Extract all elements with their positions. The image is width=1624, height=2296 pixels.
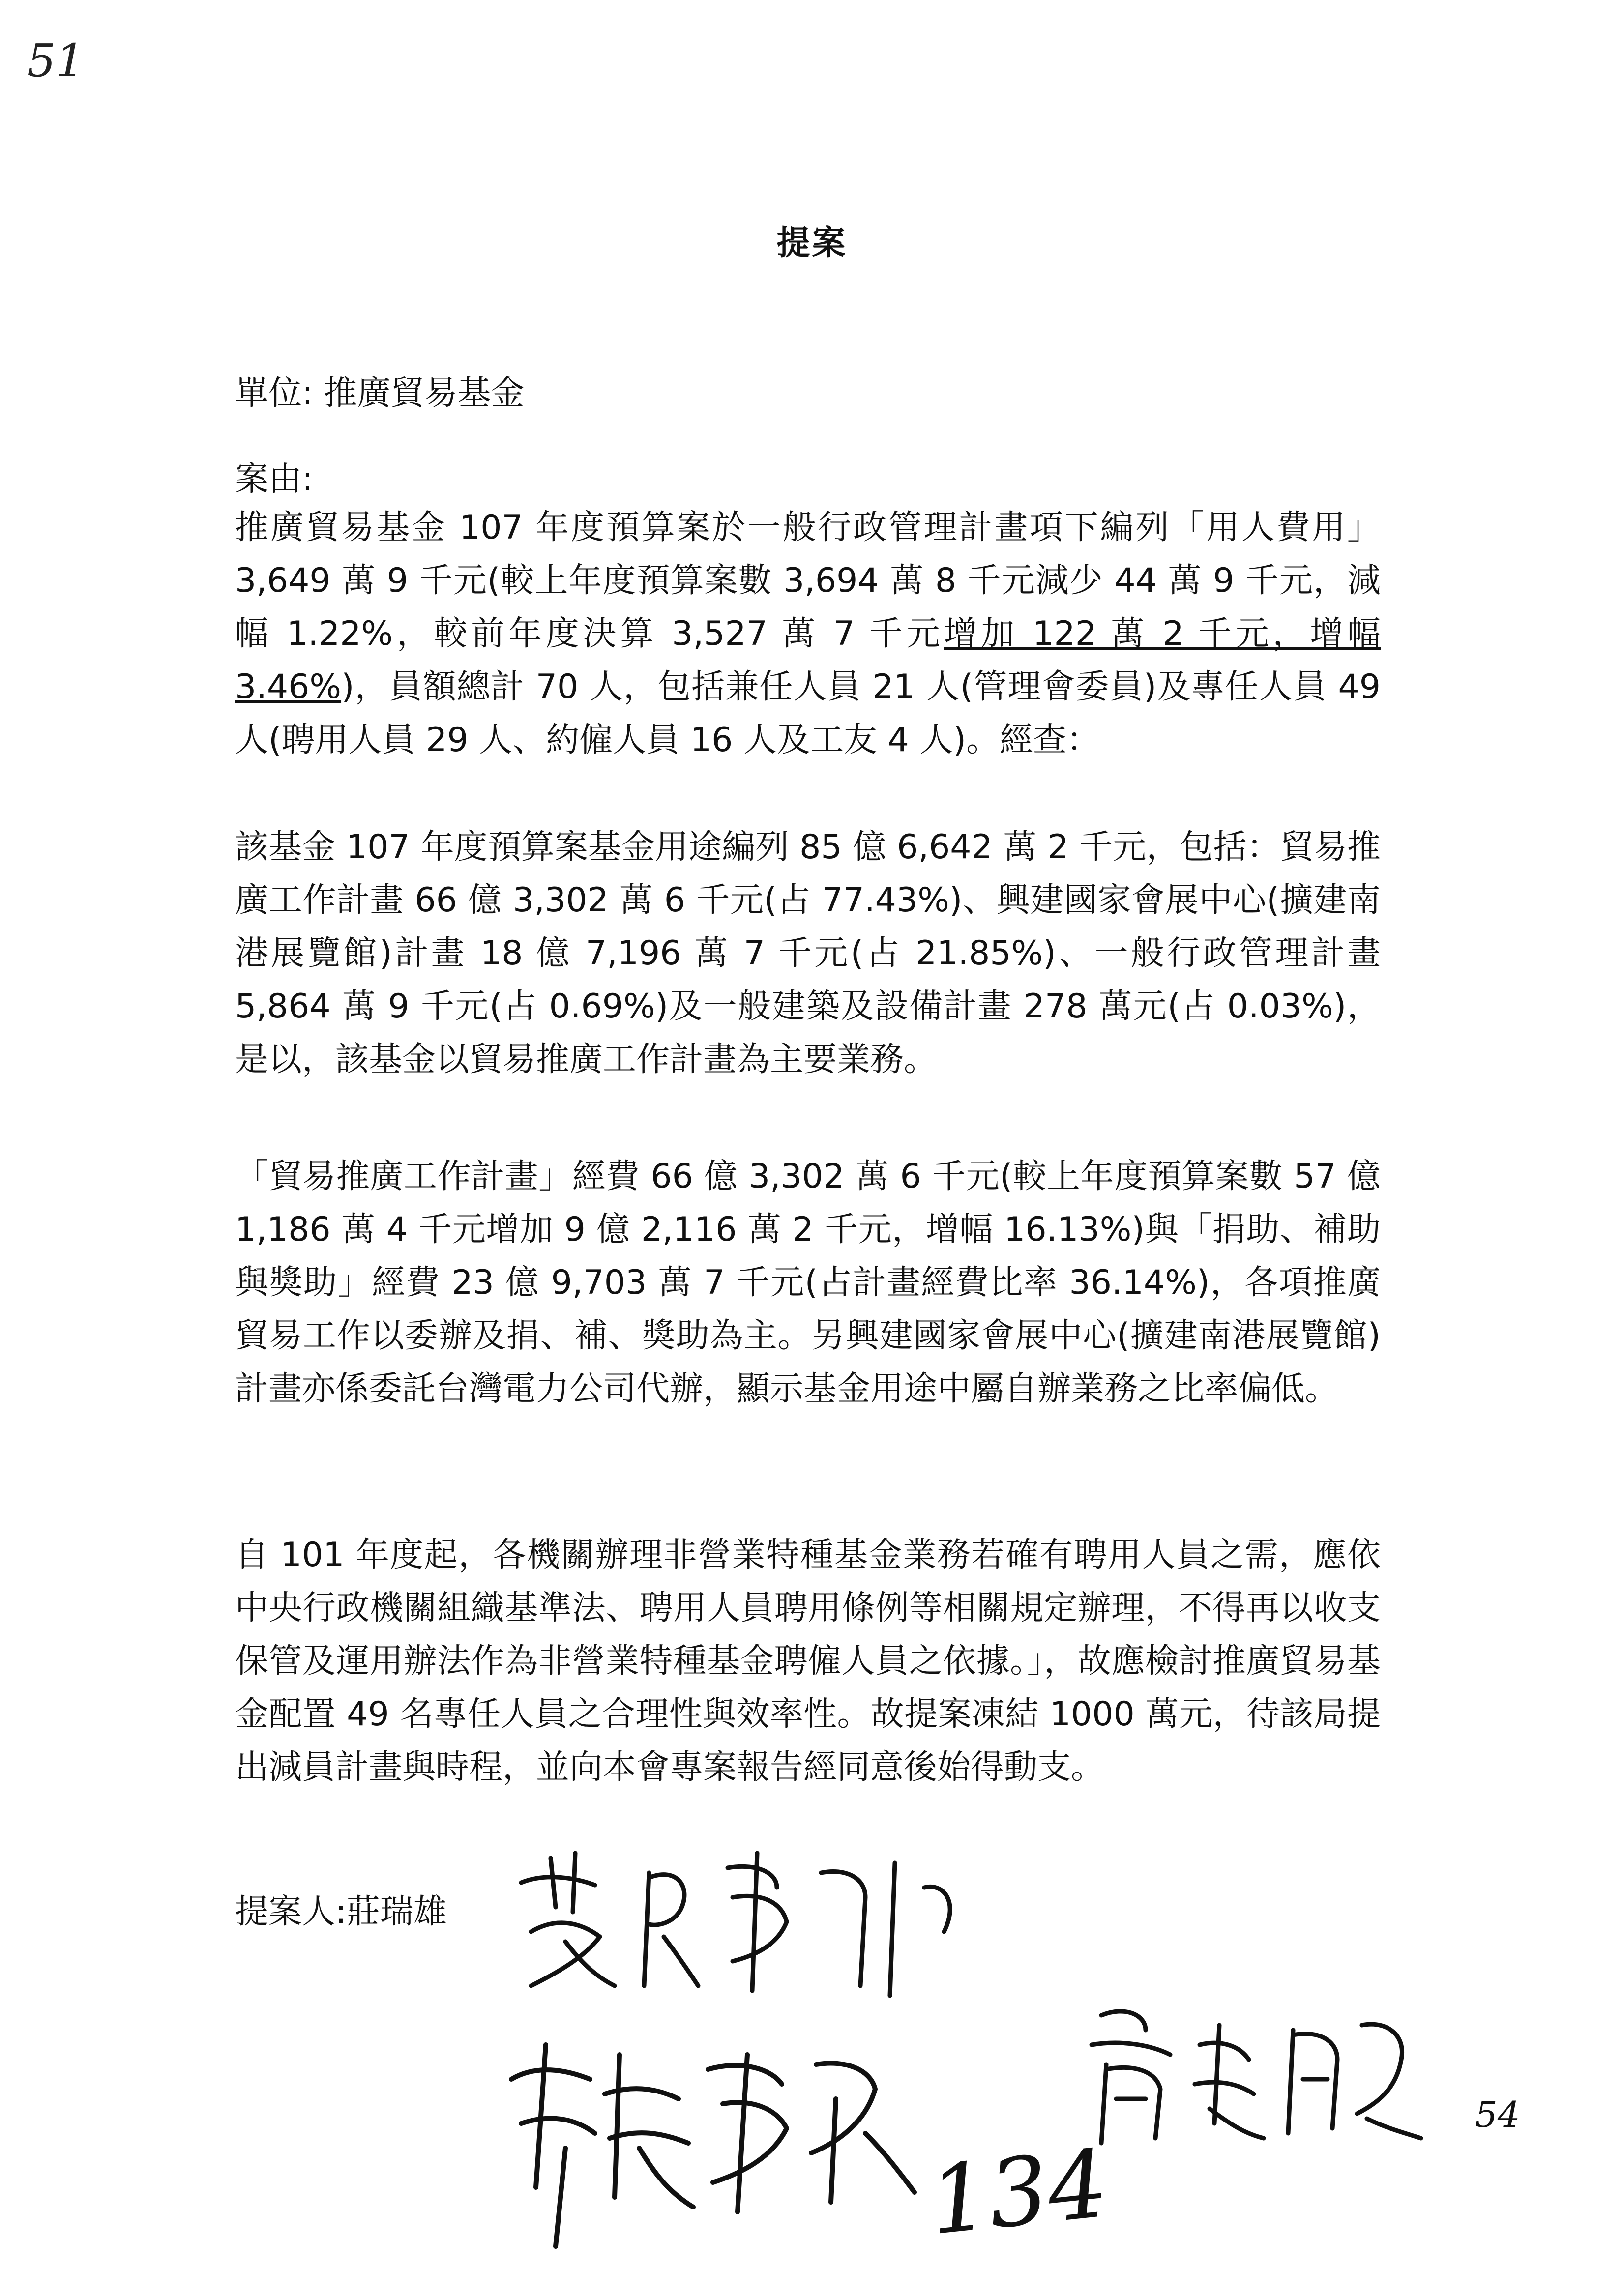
- handwritten-corner-mark: 51: [27, 34, 85, 87]
- signature-1-drawing: [502, 1838, 974, 2005]
- paragraph-3: 「貿易推廣工作計畫」經費 66 億 3,302 萬 6 千元(較上年度預算案數 57 億 1,186 萬 4 千元增加 9 億 2,116 萬 2 千元，增幅 16.13%)與「捐助、補助與獎助」經費 23 億 9,703 萬 7 千元(占計畫經費比率 36.14%)，各項推廣貿易工作以委辦及捐、補、獎助為主。另興建國家會展中心(擴建南港展覽館)計畫亦係委託台灣電力公司代辦，顯示基金用途中屬自辦業務之比率偏低。: [235, 1157, 1381, 1408]
- signature-2: [492, 2025, 964, 2253]
- signature-1: [502, 1838, 974, 2007]
- unit-line: 單位: 推廣貿易基金: [235, 374, 525, 412]
- paragraph-4: 自 101 年度起，各機關辦理非營業特種基金業務若確有聘用人員之需，應依中央行政機關組織基準法、聘用人員聘用條例等相關規定辦理，不得再以收支保管及運用辦法作為非營業特種基金聘僱人員之依據。」，故應檢討推廣貿易基金配置 49 名專任人員之合理性與效率性。故提案凍結 1000 萬元，待該局提出減員計畫與時程，並向本會專案報告經同意後始得動支。: [235, 1536, 1381, 1787]
- paragraph-1: [235, 501, 1381, 767]
- signature-3-drawing: [1072, 1996, 1426, 2153]
- paragraph-1-text: 推廣貿易基金 107 年度預算案於一般行政管理計畫項下編列「用人費用」3,649 萬 9 千元(較上年度預算案數 3,694 萬 8 千元減少 44 萬 9 千元，減幅 1.22%，較前年度決算 3,527 萬 7 千元: [235, 508, 1381, 653]
- paragraph-2: 該基金 107 年度預算案基金用途編列 85 億 6,642 萬 2 千元，包括：貿易推廣工作計畫 66 億 3,302 萬 6 千元(占 77.43%)、興建國家會展中心(擴建南港展覽館)計畫 18 億 7,196 萬 7 千元(占 21.85%)、一般行政管理計畫 5,864 萬 9 千元(占 0.69%)及一般建築及設備計畫 278 萬元(占 0.03%)，是以，該基金以貿易推廣工作計畫為主要業務。: [235, 828, 1381, 1079]
- signature-2-drawing: [492, 2025, 964, 2251]
- paragraph-1-text-end: )，員額總計 70 人，包括兼任人員 21 人(管理會委員)及專任人員 49 人(聘用人員 29 人、約僱人員 16 人及工友 4 人)。經查：: [235, 668, 1381, 759]
- proposer-label: 提案人:莊瑞雄: [235, 1892, 447, 1931]
- reason-label: 案由:: [235, 460, 313, 498]
- signature-3: [1072, 1996, 1426, 2155]
- handwritten-number: 134: [924, 2129, 1113, 2256]
- paragraph-1-underlined: 增加 122 萬 2 千元，增幅 3.46%: [235, 614, 1381, 706]
- page-number: 54: [1475, 2094, 1520, 2135]
- page-title: 提案: [776, 224, 848, 262]
